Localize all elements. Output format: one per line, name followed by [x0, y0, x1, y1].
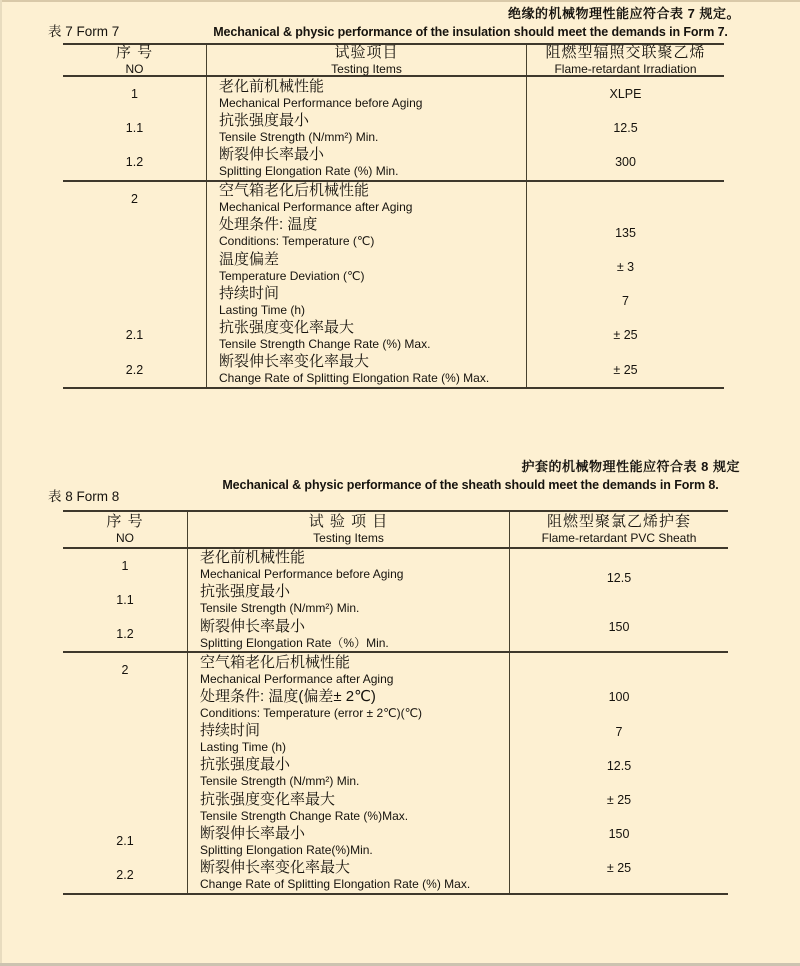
row-item-cn: 断裂伸长率最小 — [200, 617, 306, 635]
row-item-cn: 抗张强度变化率最大 — [219, 318, 355, 336]
row-item-cn: 断裂伸长率最小 — [219, 145, 325, 163]
header-no-cn: 序 号 — [106, 512, 144, 530]
form8-header-row — [63, 512, 728, 549]
header-material-cn: 阻燃型辐照交联聚乙烯 — [545, 43, 706, 61]
row-no — [63, 790, 188, 824]
row-item-en: Mechanical Performance after Aging — [219, 200, 413, 215]
row-item — [207, 250, 527, 284]
row-item-en: Tensile Strength (N/mm²) Min. — [200, 601, 360, 616]
row-item — [188, 824, 510, 858]
header-no-cn: 序 号 — [115, 43, 154, 61]
row-item-en: Splitting Elongation Rate (%) Min. — [219, 163, 399, 178]
row-item-en: Mechanical Performance before Aging — [219, 95, 423, 110]
form7-title-en: Mechanical & physic performance of the insulation should meet the demands in Form 7. — [213, 25, 728, 39]
row-item-cn: 老化前机械性能 — [219, 77, 325, 95]
row-item-en: Lasting Time (h) — [219, 302, 306, 317]
table-row — [63, 687, 728, 721]
row-item-en: Temperature Deviation (℃) — [219, 268, 365, 283]
row-no — [63, 250, 207, 284]
row-item — [207, 182, 527, 216]
row-item-cn: 抗张强度最小 — [200, 756, 291, 774]
row-item-cn: 抗张强度变化率最大 — [200, 790, 336, 808]
row-no: 1.2 — [63, 617, 188, 651]
page-edge-top — [0, 0, 800, 2]
row-value — [527, 182, 724, 216]
row-item — [207, 77, 527, 111]
row-no — [63, 756, 188, 790]
table-row — [63, 182, 724, 216]
row-no — [63, 284, 207, 318]
form8-header-items — [188, 512, 510, 547]
row-value: 300 — [615, 155, 636, 170]
table-row — [63, 111, 724, 145]
form7-title-cn: 绝缘的机械物理性能应符合表 7 规定。 — [508, 6, 740, 21]
table-row — [63, 353, 724, 387]
table-row — [63, 756, 728, 790]
table-row — [63, 790, 728, 824]
table-row — [63, 653, 728, 687]
row-value: ± 25 — [613, 328, 638, 343]
row-value: ± 25 — [606, 861, 632, 876]
form7-header-material — [527, 45, 724, 75]
row-no: 2.2 — [63, 353, 207, 387]
row-no: 1.2 — [63, 145, 207, 179]
form8-heading — [48, 477, 743, 505]
row-value: 7 — [622, 294, 629, 309]
row-item — [188, 858, 510, 892]
table-row — [63, 722, 728, 756]
table-row — [63, 77, 724, 111]
form8-header-material — [510, 512, 728, 547]
table-row — [63, 284, 724, 318]
row-no: 2.2 — [63, 858, 188, 892]
row-item — [188, 549, 510, 583]
row-item — [188, 653, 510, 687]
row-value: 12.5 — [606, 758, 632, 773]
header-material-cn: 阻燃型聚氯乙烯护套 — [546, 512, 691, 530]
row-no: 1 — [63, 549, 188, 583]
table-row — [63, 318, 724, 352]
row-item-cn: 温度偏差 — [219, 250, 280, 268]
row-item-cn: 空气箱老化后机械性能 — [200, 653, 351, 671]
row-item-cn: 断裂伸长率变化率最大 — [200, 858, 351, 876]
header-items-cn: 试验项目 — [334, 43, 399, 61]
form8-section-2 — [63, 651, 728, 892]
table-row — [63, 824, 728, 858]
row-value: ± 25 — [613, 362, 638, 377]
header-material-en: Flame-retardant PVC Sheath — [541, 530, 697, 545]
row-item-cn: 处理条件: 温度(偏差± 2℃) — [200, 688, 376, 706]
form8-header-no — [63, 512, 188, 547]
row-value: ± 3 — [616, 260, 635, 275]
row-item-en: Tensile Strength (N/mm²) Min. — [219, 129, 379, 144]
table-row — [63, 250, 724, 284]
row-item-en: Mechanical Performance after Aging — [200, 671, 394, 686]
row-item-en: Lasting Time (h) — [200, 740, 287, 755]
row-value: ± 25 — [606, 793, 632, 807]
header-no-en: NO — [116, 530, 134, 545]
form8-label: 表 8 Form 8 — [48, 488, 120, 504]
row-no: 1.1 — [63, 111, 207, 145]
row-value: XLPE — [609, 87, 642, 102]
table-row — [63, 145, 724, 179]
table-row — [63, 617, 728, 651]
form7-header-row — [63, 45, 724, 77]
page-edge-left — [0, 0, 2, 966]
form7-header-items — [207, 45, 527, 75]
row-no: 2 — [63, 653, 188, 687]
row-item-en: Conditions: Temperature (℃) — [219, 234, 375, 249]
row-item-cn: 空气箱老化后机械性能 — [219, 182, 370, 200]
row-no: 1 — [63, 77, 207, 111]
row-item — [207, 318, 527, 352]
row-item-en: Tensile Strength Change Rate (%) Max. — [219, 336, 431, 351]
row-item-en: Mechanical Performance before Aging — [200, 567, 404, 582]
row-no: 2.1 — [63, 824, 188, 858]
row-no: 2 — [63, 182, 207, 216]
row-no: 1.1 — [63, 583, 188, 617]
row-item-en: Change Rate of Splitting Elongation Rate (%) Max. — [219, 371, 490, 386]
form8-section-1 — [63, 549, 728, 652]
row-item-cn: 抗张强度最小 — [200, 583, 291, 601]
header-items-en: Testing Items — [313, 530, 384, 545]
row-item-en: Tensile Strength (N/mm²) Min. — [200, 774, 360, 789]
form8-title-en: Mechanical & physic performance of the sheath should meet the demands in Form 8. — [222, 477, 719, 492]
row-no: 2.1 — [63, 318, 207, 352]
row-item-en: Conditions: Temperature (error ± 2℃)(℃) — [200, 706, 423, 721]
row-item — [188, 722, 510, 756]
row-value: 150 — [608, 827, 630, 842]
form8-title-cn: 护套的机械物理性能应符合表 8 规定 — [521, 458, 740, 474]
form7-section-2 — [63, 180, 724, 387]
row-item — [207, 284, 527, 318]
row-item — [207, 111, 527, 145]
row-item — [207, 216, 527, 250]
form7-section-1 — [63, 77, 724, 180]
row-item — [188, 583, 510, 617]
row-no — [63, 687, 188, 721]
row-item-cn: 断裂伸长率最小 — [200, 824, 306, 842]
row-item-cn: 抗张强度最小 — [219, 111, 310, 129]
form7-label: 表 7 Form 7 — [48, 24, 120, 39]
table-row — [63, 216, 724, 250]
form7-header-no — [63, 45, 207, 75]
header-no-en: NO — [125, 61, 144, 76]
row-item-en: Change Rate of Splitting Elongation Rate (%) Max. — [200, 876, 471, 891]
row-value: 100 — [608, 690, 630, 705]
row-value: 150 — [608, 620, 630, 635]
row-value: 7 — [615, 724, 623, 739]
header-items-en: Testing Items — [331, 61, 402, 76]
row-item-en: Splitting Elongation Rate（%）Min. — [200, 635, 389, 650]
row-item-cn: 持续时间 — [219, 284, 280, 302]
row-item-en: Splitting Elongation Rate(%)Min. — [200, 842, 373, 857]
row-item — [188, 687, 510, 721]
row-value: 135 — [615, 225, 636, 240]
row-item-cn: 断裂伸长率变化率最大 — [219, 353, 370, 371]
row-no — [63, 216, 207, 250]
row-item-en: Tensile Strength Change Rate (%)Max. — [200, 808, 409, 823]
row-item-cn: 老化前机械性能 — [200, 549, 306, 567]
row-item — [188, 756, 510, 790]
table-row — [63, 858, 728, 892]
row-item — [207, 145, 527, 179]
row-item-cn: 处理条件: 温度 — [219, 216, 318, 234]
row-item — [188, 617, 510, 651]
form7-heading — [48, 24, 743, 40]
row-item — [188, 790, 510, 824]
row-item-cn: 持续时间 — [200, 722, 261, 740]
form8-table — [63, 510, 728, 895]
header-material-en: Flame-retardant Irradiation — [554, 61, 697, 76]
row-no — [63, 722, 188, 756]
form7-table — [63, 43, 724, 389]
header-items-cn: 试 验 项 目 — [308, 512, 389, 530]
row-value: 12.5 — [613, 121, 638, 136]
row-item — [207, 353, 527, 387]
row-value — [510, 653, 728, 687]
row-value: 12.5 — [606, 570, 632, 585]
